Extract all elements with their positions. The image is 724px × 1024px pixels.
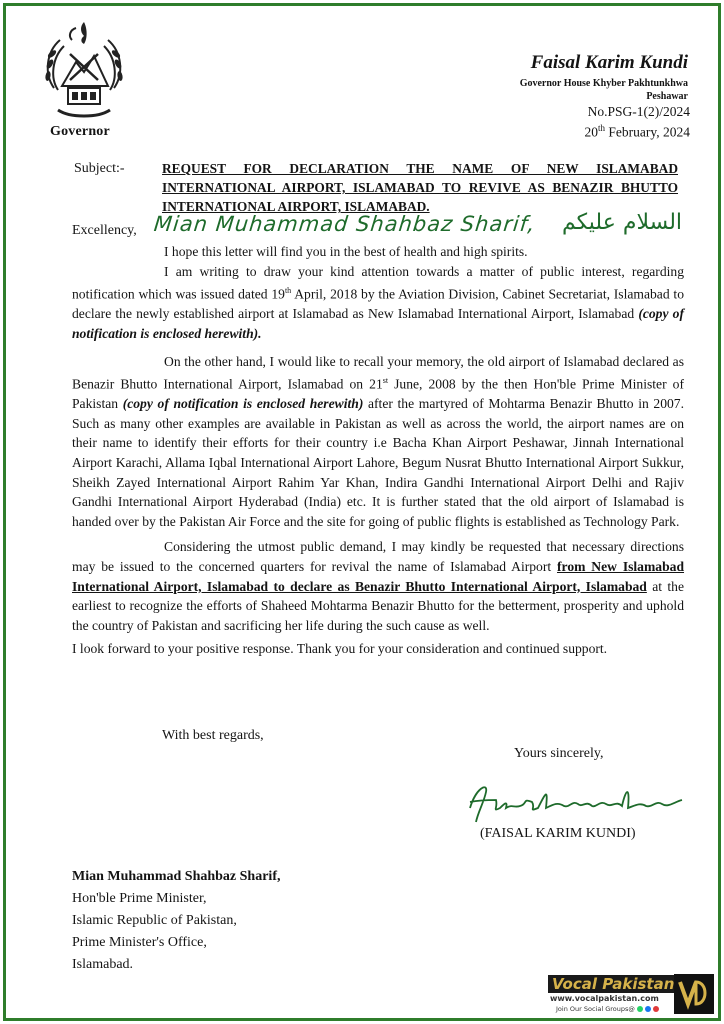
- handwritten-addressee: Mian Muhammad Shahbaz Sharif,: [152, 212, 537, 236]
- recipient-line-3: Prime Minister's Office,: [72, 935, 207, 950]
- handwritten-greeting: السلام علیکم: [562, 210, 683, 235]
- salutation: Excellency,: [72, 223, 137, 238]
- recipient-line-1: Hon'ble Prime Minister,: [72, 891, 207, 906]
- letter-body: [72, 242, 684, 659]
- letter-page: [3, 3, 721, 1021]
- watermark-social: Join Our Social Groups@: [556, 1005, 659, 1013]
- kp-emblem-icon: [40, 18, 128, 124]
- sender-name: Faisal Karim Kundi: [530, 52, 688, 73]
- paragraph-3: On the other hand, I would like to recall your memory, the old airport of Islamabad declared as Benazir Bhutto International Airport, Islamabad on 21st June, 2008 by the then Hon'ble Prime Minister of Pakistan (copy of notification is enclosed herewith) after the martyred of Mohtarma Benazir Bhutto in 2007. Such as many other examples are available in Pakistan as well as across the world, the airport names are on their name to identify their efforts for their country i.e Bacha Khan Airport Peshawar, Jinnah International Airport Karachi, Allama Iqbal International Airport Lahore, Begum Nusrat Bhutto International Airport Sukkur, Sheikh Zayed International Airport Rahim Yar Khan, Indira Gandhi International Airport Delhi and Rajiv Gandhi International Airport Hyderabad (India) etc. It is further stated that the old airport of Islamabad is handed over by the Pakistan Air Force and the site for going of public flights is established as Technology Park.: [72, 353, 684, 529]
- watermark-url: www.vocalpakistan.com: [550, 994, 659, 1003]
- reference-number: No.PSG-1(2)/2024: [587, 104, 690, 119]
- recipient-address: [72, 866, 280, 976]
- paragraph-5: I look forward to your positive response. Thank you for your consideration and continued support.: [72, 641, 608, 657]
- paragraph-1: I hope this letter will find you in the best of health and high spirits.: [164, 244, 528, 259]
- paragraph-2: I am writing to draw your kind attention towards a matter of public interest, regarding notification which was issued dated 19th April, 2018 by the Aviation Division, Cabinet Secretariat, Islamabad to declare the newly established airport at Islamabad as New Islamabad International Airport, Islamabad (copy of notification is enclosed herewith).: [72, 263, 684, 341]
- signature-icon: [462, 778, 692, 828]
- subject-label: Subject:-: [74, 161, 125, 176]
- vocal-pakistan-logo-icon: [674, 974, 714, 1014]
- sender-office: Governor House Khyber Pakhtunkhwa: [519, 78, 688, 89]
- paragraph-4: Considering the utmost public demand, I may kindly be requested that necessary directions may be issued to the concerned quarters for revival the name of Islamabad Airport from New Islamabad International Airport, Islamabad to declare as Benazir Bhutto International Airport, Islamabad at the earliest to recognize the efforts of Shaheed Mohtarma Benazir Bhutto for the betterment, prosperity and uphold the country of Pakistan and sacrificing her life during the such cause as well.: [72, 539, 685, 633]
- signatory-name: (FAISAL KARIM KUNDI): [480, 826, 636, 841]
- closing-regards: With best regards,: [162, 728, 264, 743]
- recipient-line-4: Islamabad.: [72, 957, 134, 972]
- sender-city: Peshawar: [646, 91, 688, 102]
- letter-date: 20th February, 2024: [584, 123, 690, 140]
- subject-text: REQUEST FOR DECLARATION THE NAME OF NEW ISLAMABAD INTERNATIONAL AIRPORT, ISLAMABAD TO REVIVE AS BENAZIR BHUTTO INTERNATIONAL AIRPORT, ISLAMABAD.: [162, 161, 678, 214]
- recipient-line-2: Islamic Republic of Pakistan,: [72, 913, 237, 928]
- governor-label: Governor: [50, 124, 110, 139]
- watermark-title: Vocal Pakistan: [548, 975, 678, 993]
- closing-sincerely: Yours sincerely,: [514, 746, 604, 761]
- recipient-name: Mian Muhammad Shahbaz Sharif,: [72, 869, 281, 884]
